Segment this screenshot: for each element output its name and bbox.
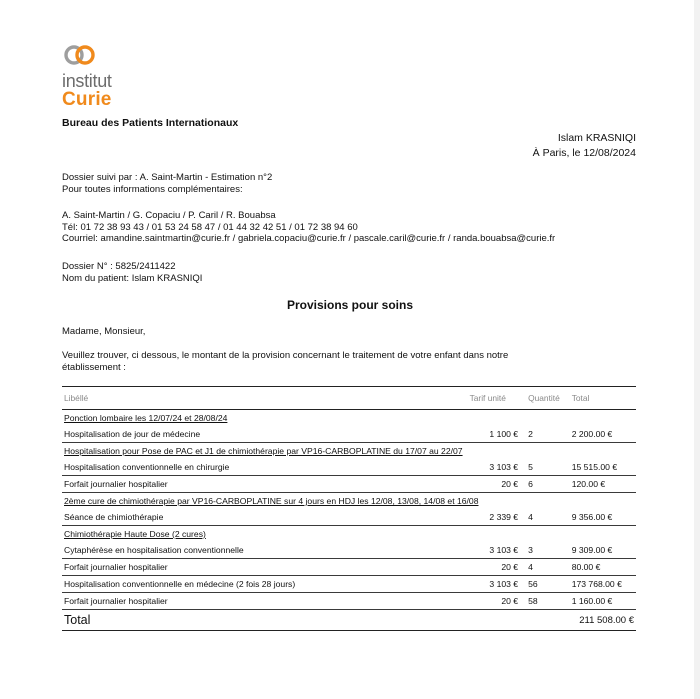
followup-block xyxy=(62,172,272,195)
row-label: Hospitalisation conventionnelle en chirurgie xyxy=(62,459,468,476)
institut-curie-logo xyxy=(62,44,132,109)
info-line: Pour toutes informations complémentaires: xyxy=(62,183,243,195)
row-tarif: 20 € xyxy=(468,476,527,493)
table-row xyxy=(62,426,636,443)
section-label: 2ème cure de chimiothérapie par VP16-CARBOPLATINE sur 4 jours en HDJ les 12/08, 13/08, 14/08 et 16/08 xyxy=(64,496,479,506)
row-tarif: 20 € xyxy=(468,593,527,610)
total-label: Total xyxy=(62,610,468,631)
row-total: 15 515.00 € xyxy=(570,459,636,476)
patient-name: Nom du patient: Islam KRASNIQI xyxy=(62,272,203,284)
section-label: Chimiothérapie Haute Dose (2 cures) xyxy=(64,529,206,539)
row-label: Cytaphérèse en hospitalisation conventionnelle xyxy=(62,542,468,559)
section-row xyxy=(62,443,636,460)
contact-phones: Tél: 01 72 38 93 43 / 01 53 24 58 47 / 01 44 32 42 51 / 01 72 38 94 60 xyxy=(62,221,358,233)
row-tarif: 3 103 € xyxy=(468,576,527,593)
row-total: 120.00 € xyxy=(570,476,636,493)
row-label: Hospitalisation conventionnelle en médecine (2 fois 28 jours) xyxy=(62,576,468,593)
header-total: Total xyxy=(570,387,636,410)
section-row xyxy=(62,493,636,510)
row-total: 9 356.00 € xyxy=(570,509,636,526)
row-total: 173 768.00 € xyxy=(570,576,636,593)
row-total: 80.00 € xyxy=(570,559,636,576)
table-row xyxy=(62,476,636,493)
row-label: Forfait journalier hospitalier xyxy=(62,593,468,610)
section-row xyxy=(62,410,636,427)
total-value: 211 508.00 € xyxy=(468,610,636,631)
row-total: 9 309.00 € xyxy=(570,542,636,559)
page-edge xyxy=(694,0,700,699)
section-label: Ponction lombaire les 12/07/24 et 28/08/24 xyxy=(64,413,228,423)
dossier-number: Dossier N° : 5825/2411422 xyxy=(62,261,176,272)
dossier-block xyxy=(62,261,202,284)
intro-paragraph xyxy=(62,350,508,373)
row-label: Forfait journalier hospitalier xyxy=(62,559,468,576)
logo-curie-text: Curie xyxy=(62,89,112,110)
row-tarif: 20 € xyxy=(468,559,527,576)
row-total: 1 160.00 € xyxy=(570,593,636,610)
logo-rings-icon xyxy=(62,44,98,68)
header-quantity: Quantité xyxy=(526,387,570,410)
intro-line-2: établissement : xyxy=(62,361,126,373)
row-label: Forfait journalier hospitalier xyxy=(62,476,468,493)
row-label: Séance de chimiothérapie xyxy=(62,509,468,526)
row-tarif: 1 100 € xyxy=(468,426,527,443)
row-quantity: 6 xyxy=(526,476,570,493)
row-quantity: 58 xyxy=(526,593,570,610)
section-label: Hospitalisation pour Pose de PAC et J1 de chimiothérapie par VP16-CARBOPLATINE du 17/07 au 22/07 xyxy=(64,446,463,456)
place-date: À Paris, le 12/08/2024 xyxy=(532,147,636,159)
department-heading: Bureau des Patients Internationaux xyxy=(62,117,239,129)
contact-emails: Courriel: amandine.saintmartin@curie.fr / gabriela.copaciu@curie.fr / pascale.caril@curie.fr / randa.bouabsa@curie.fr xyxy=(62,233,556,244)
table-row xyxy=(62,542,636,559)
row-tarif: 2 339 € xyxy=(468,509,527,526)
recipient-block xyxy=(533,131,636,161)
section-row xyxy=(62,526,636,543)
recipient-name: Islam KRASNIQI xyxy=(557,132,636,144)
row-quantity: 56 xyxy=(526,576,570,593)
table-row xyxy=(62,559,636,576)
header-label: Libéllé xyxy=(62,387,468,410)
row-quantity: 5 xyxy=(526,459,570,476)
table-header-row xyxy=(62,387,636,410)
row-tarif: 3 103 € xyxy=(468,542,527,559)
row-total: 2 200.00 € xyxy=(570,426,636,443)
table-row xyxy=(62,509,636,526)
row-quantity: 2 xyxy=(526,426,570,443)
contact-names: A. Saint-Martin / G. Copaciu / P. Caril / R. Bouabsa xyxy=(62,210,276,221)
followup-line: Dossier suivi par : A. Saint-Martin - Estimation n°2 xyxy=(62,172,273,183)
contacts-block xyxy=(62,210,555,245)
provisions-table xyxy=(62,386,636,631)
header-tarif: Tarif unité xyxy=(468,387,527,410)
row-quantity: 4 xyxy=(526,559,570,576)
row-label: Hospitalisation de jour de médecine xyxy=(62,426,468,443)
row-quantity: 3 xyxy=(526,542,570,559)
document-title: Provisions pour soins xyxy=(286,298,414,312)
salutation: Madame, Monsieur, xyxy=(62,326,146,337)
table-row xyxy=(62,459,636,476)
row-quantity: 4 xyxy=(526,509,570,526)
logo-institut-text: institut xyxy=(62,71,112,91)
table-row xyxy=(62,576,636,593)
row-tarif: 3 103 € xyxy=(468,459,527,476)
intro-line-1: Veuillez trouver, ci dessous, le montant de la provision concernant le traitement de votre enfant dans notre xyxy=(62,350,509,361)
total-row xyxy=(62,610,636,631)
table-row xyxy=(62,593,636,610)
